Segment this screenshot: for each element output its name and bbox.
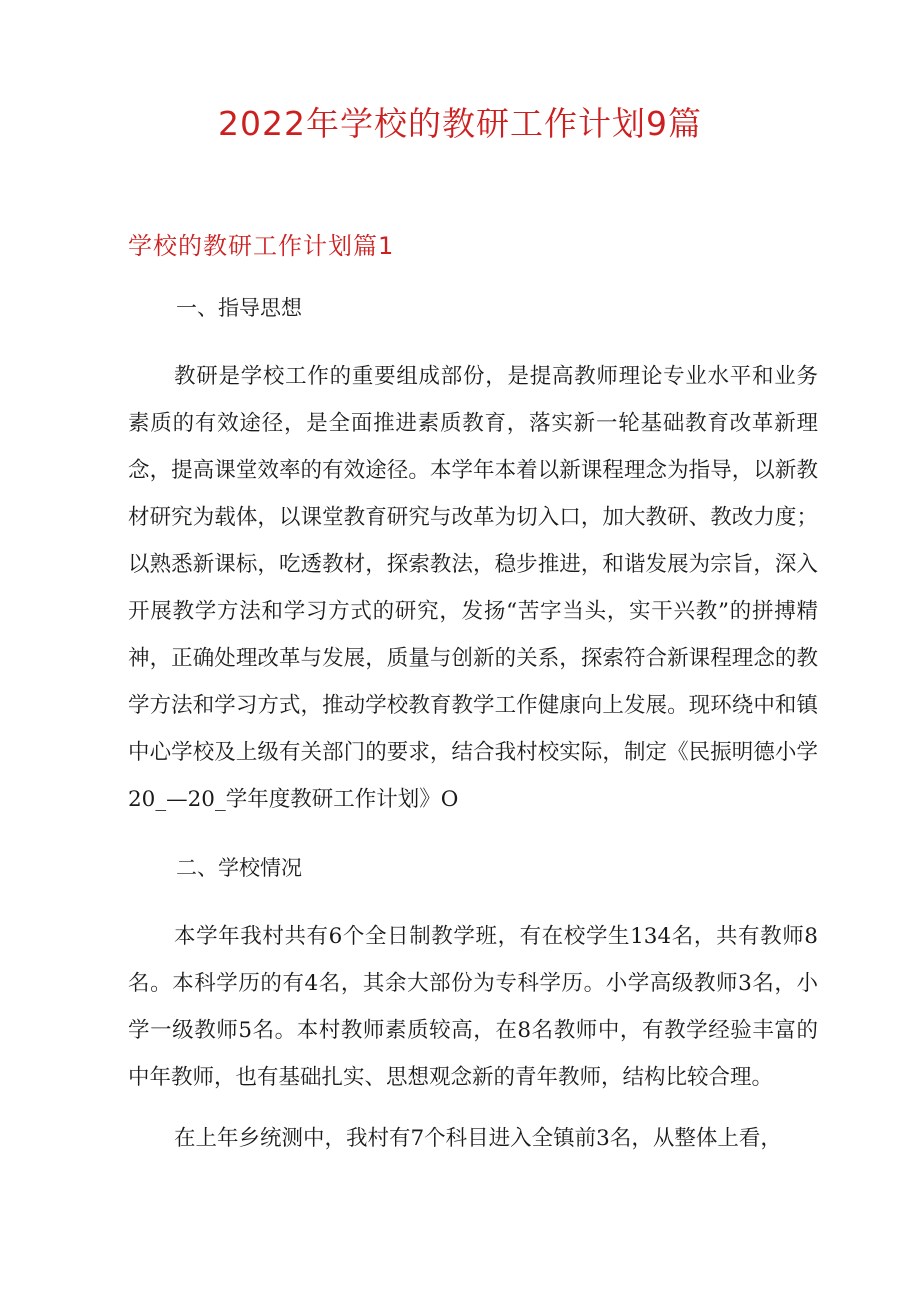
section-title: 学校的教研工作计划篇1 [128, 232, 395, 260]
paragraph-exam-results: 在上年乡统测中，我村有7个科目进入全镇前3名，从整体上看， [174, 1126, 782, 1151]
paragraph-school-situation: 本学年我村共有6个全日制教学班，有在校学生134名，共有教师8名。本科学历的有4名，其余大部份为专科学历。小学高级教师3名，小学一级教师5名。本村教师素质较高，在8名教师中，有教学经验丰富的中年教师，也有基础扎实、思想观念新的青年教师，结构比较合理。 [128, 924, 818, 1090]
heading-guiding-ideology: 一、指导思想 [176, 296, 302, 320]
heading-school-situation: 二、学校情况 [176, 856, 302, 880]
paragraph-guiding-ideology: 教研是学校工作的重要组成部份，是提高教师理论专业水平和业务素质的有效途径，是全面推进素质教育，落实新一轮基础教育改革新理念，提高课堂效率的有效途径。本学年本着以新课程理念为指导，以新教材研究为载体，以课堂教育研究与改革为切入口，加大教研、教改力度；以熟悉新课标，吃透教材，探索教法，稳步推进，和谐发展为宗旨，深入开展教学方法和学习方式的研究，发扬“苦字当头，实干兴教”的拼搏精神，正确处理改革与发展，质量与创新的关系，探索符合新课程理念的教学方法和学习方式，推动学校教育教学工作健康向上发展。现环绕中和镇中心学校及上级有关部门的要求，结合我村校实际，制定《民振明德小学20_—20_学年度教研工作计划》O [128, 364, 818, 812]
document-title: 2022年学校的教研工作计划9篇 [218, 104, 702, 143]
